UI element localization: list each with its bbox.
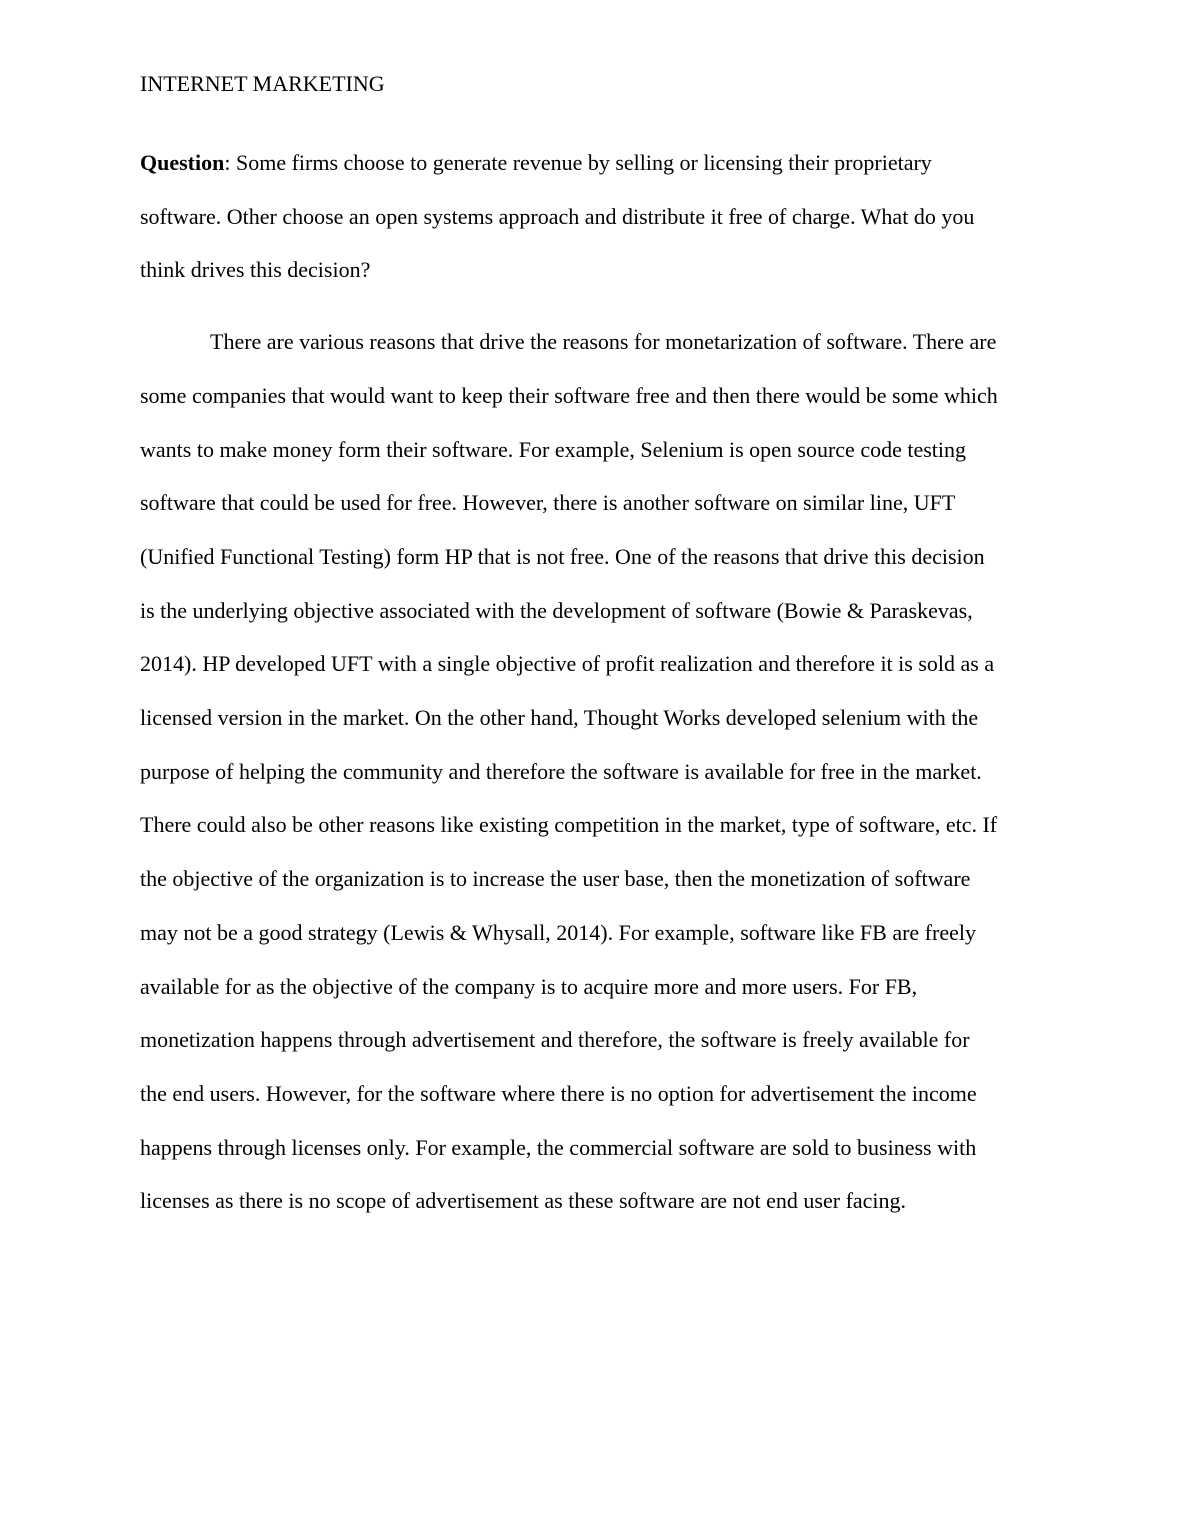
answer-line-1: There are various reasons that drive the reasons for monetarization of software. There are <box>210 329 997 355</box>
answer-paragraph <box>140 315 1060 1228</box>
answer-line-12: may not be a good strategy (Lewis & Whysall, 2014). For example, software like FB are freely <box>140 919 976 945</box>
answer-line-3: wants to make money form their software. For example, Selenium is open source code testing <box>140 436 967 462</box>
document-body <box>140 136 1060 1228</box>
answer-line-7: 2014). HP developed UFT with a single objective of profit realization and therefore it is sold as a <box>140 651 995 677</box>
paragraph-spacing <box>140 297 1060 315</box>
question-text-line-2: software. Other choose an open systems approach and distribute it free of charge. What do you <box>140 203 975 229</box>
answer-line-4: software that could be used for free. However, there is another software on similar line, UFT <box>140 490 956 516</box>
answer-line-13: available for as the objective of the company is to acquire more and more users. For FB, <box>140 973 918 999</box>
question-paragraph <box>140 136 1060 297</box>
answer-line-11: the objective of the organization is to increase the user base, then the monetization of software <box>140 866 971 892</box>
answer-line-16: happens through licenses only. For example, the commercial software are sold to business with <box>140 1134 977 1160</box>
answer-line-2: some companies that would want to keep their software free and then there would be some which <box>140 382 998 408</box>
answer-line-17: licenses as there is no scope of advertisement as these software are not end user facing. <box>140 1188 907 1214</box>
question-text-line-3: think drives this decision? <box>140 257 371 283</box>
question-label: Question <box>140 150 225 175</box>
answer-line-10: There could also be other reasons like existing competition in the market, type of software, etc. If <box>140 812 998 838</box>
question-text-line-1: : Some firms choose to generate revenue by selling or licensing their proprietary <box>224 150 932 175</box>
answer-line-8: licensed version in the market. On the other hand, Thought Works developed selenium with the <box>140 705 979 731</box>
answer-line-15: the end users. However, for the software where there is no option for advertisement the income <box>140 1080 977 1106</box>
answer-line-9: purpose of helping the community and therefore the software is available for free in the market. <box>140 758 982 784</box>
running-head: INTERNET MARKETING <box>140 71 385 96</box>
answer-line-5: (Unified Functional Testing) form HP that is not free. One of the reasons that drive this decision <box>140 543 985 569</box>
answer-line-14: monetization happens through advertisement and therefore, the software is freely available for <box>140 1027 970 1053</box>
question-line <box>140 136 1060 190</box>
answer-line-6: is the underlying objective associated with the development of software (Bowie & Paraskevas, <box>140 597 973 623</box>
